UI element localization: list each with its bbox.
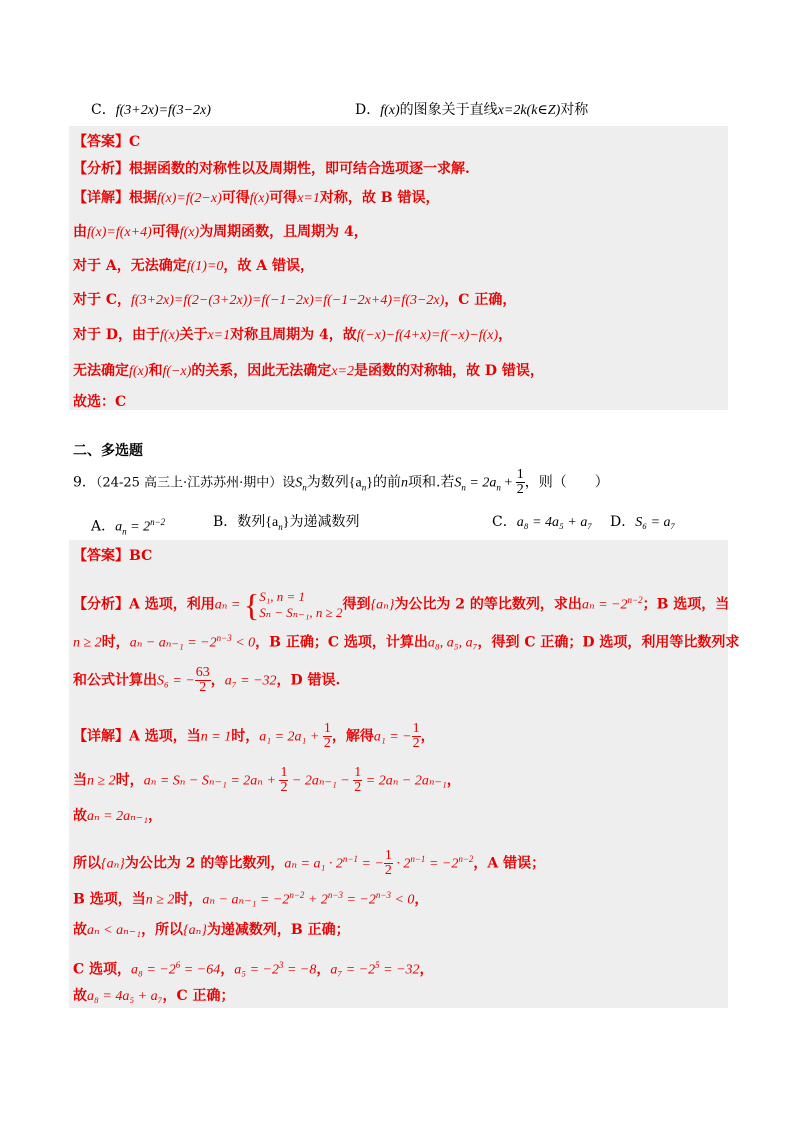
math-expr: {aₙ} (370, 597, 395, 613)
math-expr: < 0 (390, 892, 415, 908)
frac-num: 1 (323, 721, 331, 736)
detail-text: 由 (73, 224, 87, 240)
math-expr: n ≥ 2 (73, 635, 102, 651)
math-expr: f(x)=f(x+4) (87, 225, 152, 240)
math-expr: aₙ = a₁ · 2 (284, 856, 343, 872)
detail-text: ， (498, 327, 513, 343)
q9-detail-line-2 (73, 766, 461, 795)
detail-text: 所以 (73, 855, 101, 872)
math-sub: n (278, 521, 283, 532)
math-expr: a₅ = −2 (234, 962, 279, 978)
math-sup: 5 (375, 960, 380, 970)
math-expr: x=1 (297, 191, 320, 206)
q9-option-b (213, 512, 359, 537)
math-sub: n (461, 482, 466, 493)
math-expr: f(3+2x)=f(3−2x) (115, 103, 211, 118)
prev-analysis (73, 159, 470, 179)
fraction (516, 468, 525, 497)
q9-analysis-line-3 (73, 666, 340, 695)
math-expr: + 2 (304, 892, 328, 908)
math-expr: aₙ < aₙ₋₁ (87, 923, 142, 938)
detail-text: 可得 (221, 190, 250, 206)
option-label: A． (91, 518, 116, 535)
math-sup: n−3 (327, 890, 343, 900)
answer-label: 【答案】 (73, 134, 129, 150)
question-text: 为数列 (306, 474, 349, 491)
detail-text: 当 (73, 772, 87, 789)
math-expr: n ≥ 2 (87, 773, 116, 789)
math-expr: f(1)=0 (186, 259, 224, 274)
question-source: （24-25 高三上·江苏苏州·期中）设 (95, 475, 296, 491)
frac-num: 1 (354, 765, 362, 780)
detail-text: 是函数的对称轴，故 D 错误， (353, 363, 544, 379)
math-expr: a₈ = −2 (131, 962, 176, 978)
analysis-text: ，B 正确；C 选项，计算出 (255, 634, 428, 651)
detail-label: 【详解】 (73, 190, 129, 206)
math-expr: f(3+2x)=f(2−(3+2x))=f(−1−2x)=f(−1−2x+4)=f(3−2x) (131, 293, 445, 308)
detail-text: A 选项，当 (129, 728, 201, 745)
answer-label: 【答案】 (73, 548, 129, 564)
detail-text: 故 (73, 988, 87, 1004)
math-sub: n (122, 526, 127, 537)
detail-text: 对称且周期为 4，故 (230, 327, 357, 343)
math-expr: n (400, 475, 408, 491)
math-sup: n−1 (410, 854, 426, 864)
detail-text: ，所以 (141, 922, 184, 938)
detail-text: 故选：C (73, 394, 127, 410)
detail-text: 为递减数列，B 正确； (206, 922, 350, 938)
math-expr: n ≥ 2 (145, 892, 175, 908)
prev-answer (73, 132, 140, 152)
math-expr: f(−x)−f(4+x)=f(−x)−f(x) (356, 328, 499, 343)
detail-text: 故 (73, 922, 87, 938)
math-expr: aₙ = −2 (581, 597, 628, 613)
math-expr: S₆ = a₇ (635, 515, 676, 530)
frac-den: 2 (280, 780, 288, 795)
detail-text: 对于 A，无法确定 (73, 258, 187, 274)
math-sup: n−2 (289, 890, 305, 900)
math-expr: f(x)=f(2−x) (157, 191, 222, 206)
math-expr: {aₙ} (101, 856, 125, 872)
detail-text: 时， (231, 728, 260, 745)
detail-text: ，C 正确； (162, 988, 235, 1004)
math-expr: < 0 (231, 635, 256, 651)
frac-den: 2 (412, 736, 420, 751)
q9-detail-line-3 (73, 806, 162, 827)
frac-den: 2 (199, 680, 207, 695)
math-expr: f(x) (160, 328, 180, 343)
detail-text: ，A 错误； (473, 855, 546, 872)
q9-detail-line-4 (73, 849, 545, 878)
analysis-text: ；B 选项，当 (642, 596, 730, 613)
detail-text: ， (420, 728, 435, 745)
fraction (384, 849, 393, 878)
math-expr: {aₙ} (183, 923, 207, 938)
q9-answer (73, 546, 152, 566)
detail-text: 和 (148, 363, 163, 379)
detail-text: 对于 D，由于 (73, 327, 161, 343)
detail-text: 根据 (129, 190, 157, 206)
analysis-label: 【分析】 (73, 596, 129, 613)
math-sup: 3 (278, 960, 284, 970)
math-sup: n−2 (150, 517, 166, 527)
math-expr: = −64 (180, 962, 221, 978)
q9-analysis-line-2 (73, 628, 739, 654)
detail-text: ，C 正确， (444, 292, 517, 308)
detail-text: ， (220, 961, 235, 978)
math-expr: aₙ = Sₙ − Sₙ₋₁ = 2aₙ + (143, 773, 280, 789)
math-expr: = 2 (126, 519, 151, 535)
answer-value: C (129, 134, 141, 150)
detail-text: ， (419, 961, 434, 978)
q9-option-a (91, 512, 165, 541)
detail-text: C 选项， (73, 961, 132, 978)
math-expr: a₇ = −2 (330, 962, 376, 978)
prev-detail-line-7 (73, 392, 126, 412)
math-expr: = 2a (465, 475, 497, 491)
math-sub: n (496, 482, 501, 493)
math-expr: S (454, 475, 462, 491)
math-sup: n−2 (627, 595, 643, 605)
detail-text: 对称，故 B 错误， (319, 190, 440, 206)
q9-option-d (610, 512, 675, 533)
prev-option-c (91, 100, 211, 121)
math-expr: = 2aₙ − 2aₙ₋₁ (362, 773, 447, 789)
math-expr: } (366, 475, 373, 491)
math-expr: aₙ − aₙ₋₁ = −2 (129, 635, 217, 651)
detail-text: 为公比为 2 的等比数列， (124, 855, 285, 872)
analysis-text: 和公式计算出 (73, 672, 157, 689)
math-expr: a₁ = − (373, 729, 412, 745)
detail-text: 可得 (269, 190, 298, 206)
math-expr: f(−x) (162, 364, 192, 379)
option-label: D． (610, 514, 636, 530)
detail-label: 【详解】 (73, 728, 129, 745)
prev-detail-line-2 (73, 222, 368, 243)
q9-detail-line-1 (73, 722, 435, 751)
q9-detail-line-5 (73, 885, 428, 911)
prev-detail-line-3 (73, 256, 314, 277)
math-expr: + (500, 475, 516, 491)
analysis-text: ，得到 C 正确；D 选项，利用等比数列求 (477, 634, 740, 651)
analysis-text: A 选项，利用 (129, 596, 215, 613)
math-expr: x=1 (207, 328, 231, 343)
prev-detail-line-6 (73, 361, 544, 382)
q9-analysis-line-1 (73, 583, 729, 623)
math-expr: a₁ = 2a₁ + (259, 729, 323, 745)
question-text: ，则（ ） (524, 474, 609, 491)
fraction (323, 722, 332, 751)
prev-detail-line-1 (73, 188, 439, 209)
math-expr: a₈ = 4a₅ + a₇ (87, 989, 163, 1004)
analysis-text: 为公比为 2 的等比数列，求出 (394, 596, 582, 613)
frac-den: 2 (384, 863, 392, 879)
detail-text: ，解得 (331, 728, 374, 745)
analysis-text: ，D 错误. (276, 672, 341, 689)
math-expr: f(x) (380, 103, 400, 118)
frac-num: 1 (412, 721, 420, 736)
math-expr: S (295, 475, 303, 491)
analysis-text: 时， (101, 634, 130, 651)
piecewise-brace (243, 586, 343, 623)
math-expr: {a (348, 475, 362, 491)
piecewise-row: Sₙ − Sₙ₋₁, n ≥ 2 (259, 604, 343, 620)
question-text: 的前 (372, 474, 401, 491)
option-label: C． (492, 514, 517, 530)
math-sup: n−1 (342, 854, 358, 864)
math-expr: = −8 (283, 962, 317, 978)
section-title: 二、多选题 (73, 443, 143, 459)
math-expr: a₈ = 4a₅ + a₇ (516, 515, 593, 530)
question-text: 项和.若 (407, 474, 455, 491)
option-label: D． (355, 102, 381, 118)
detail-text: ， (316, 961, 331, 978)
prev-detail-line-4 (73, 290, 516, 311)
frac-den: 2 (323, 736, 331, 751)
math-expr: = − (357, 856, 384, 872)
math-sub: n (361, 482, 367, 493)
detail-text: 无法确定 (73, 363, 129, 379)
detail-text: 为周期函数，且周期为 4， (199, 224, 368, 240)
frac-num: 63 (195, 665, 210, 680)
detail-text: 时， (115, 772, 144, 789)
q9-detail-line-6 (73, 920, 350, 941)
piecewise-rows (259, 589, 342, 621)
math-expr: = −32 (379, 962, 420, 978)
brace-glyph: { (243, 586, 260, 623)
math-expr: · 2 (392, 856, 411, 872)
q9-option-c (492, 512, 592, 533)
math-expr: n = 1 (200, 729, 232, 745)
math-expr: a (115, 519, 123, 535)
detail-text: 关于 (179, 327, 208, 343)
math-expr: aₙ = 2aₙ₋₁ (87, 809, 149, 824)
frac-num: 1 (384, 848, 392, 864)
detail-text: ， (148, 808, 163, 824)
math-expr: aₙ = (214, 597, 244, 613)
math-expr: = −2 (342, 892, 376, 908)
question-number: 9． (73, 474, 96, 491)
frac-den: 2 (516, 482, 524, 497)
math-expr: } (282, 515, 290, 530)
math-expr: a₇ = −32 (224, 673, 277, 689)
q9-detail-line-7 (73, 955, 434, 981)
analysis-text: 根据函数的对称性以及周期性，即可结合选项逐一求解. (129, 161, 470, 177)
detail-text: 时， (174, 891, 203, 908)
detail-text: ， (414, 891, 429, 908)
math-sup: n−2 (458, 854, 474, 864)
math-expr: x=2k(k∈Z) (497, 103, 561, 118)
math-expr: = −2 (425, 856, 459, 872)
math-sup: n−3 (216, 633, 232, 643)
option-text: 为递减数列 (289, 514, 360, 530)
detail-text: 对于 C， (73, 292, 132, 308)
q9-detail-line-8 (73, 986, 235, 1007)
fraction (412, 722, 421, 751)
math-expr: {a (265, 515, 279, 530)
math-sup: 6 (175, 960, 181, 970)
analysis-text: ， (210, 672, 225, 689)
frac-num: 1 (280, 765, 288, 780)
math-expr: f(x) (179, 225, 200, 240)
detail-text: 故 (73, 808, 87, 824)
answer-value: BC (129, 548, 153, 564)
math-expr: a₈, a₅, a₇ (427, 635, 478, 651)
option-text: 对称 (560, 102, 589, 118)
detail-text: 可得 (151, 224, 180, 240)
detail-text: 的关系，因此无法确定 (191, 363, 332, 379)
detail-text: ，故 A 错误， (223, 258, 315, 274)
fraction (195, 666, 211, 695)
piecewise-row: S₁, n = 1 (259, 588, 306, 604)
detail-text: B 选项，当 (73, 891, 146, 908)
option-text: 的图象关于直线 (399, 102, 498, 118)
math-expr: − 2aₙ₋₁ − (288, 773, 354, 789)
analysis-text: 得到 (342, 596, 371, 613)
analysis-label: 【分析】 (73, 161, 129, 177)
frac-num: 1 (516, 467, 524, 482)
frac-den: 2 (354, 780, 362, 795)
math-expr: f(x) (129, 364, 149, 379)
math-sup: n−3 (375, 890, 391, 900)
prev-detail-line-5 (73, 325, 512, 346)
fraction (353, 766, 362, 795)
math-sub: n (302, 482, 307, 493)
math-expr: f(x) (249, 191, 270, 206)
question-9-stem (73, 468, 609, 497)
math-expr: aₙ − aₙ₋₁ = −2 (202, 892, 290, 908)
math-expr: x=2 (331, 364, 354, 379)
option-label: B．数列 (213, 514, 266, 530)
prev-option-d (355, 100, 588, 121)
option-label: C． (91, 102, 116, 118)
detail-text: ， (446, 772, 461, 789)
math-expr: S₆ = − (157, 673, 195, 689)
